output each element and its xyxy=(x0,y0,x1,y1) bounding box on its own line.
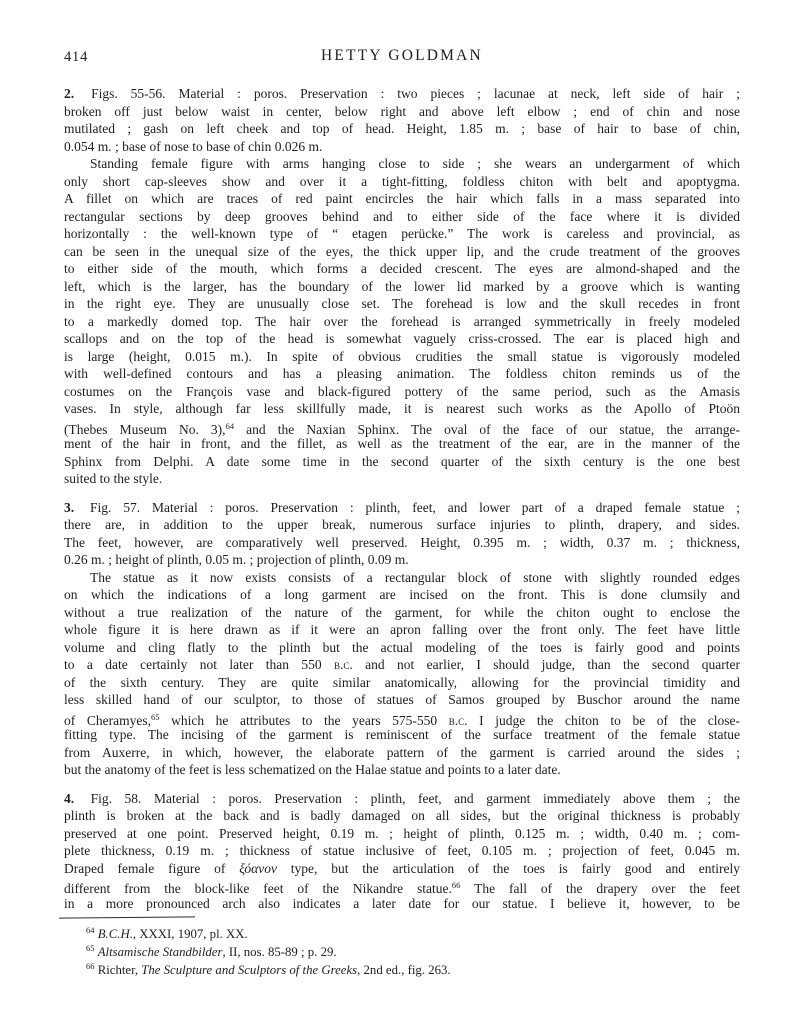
text-segment: whole figure it is here drawn as if it were an apron falling over the front only. The feet have little xyxy=(64,622,740,637)
text-line xyxy=(64,103,740,121)
text-segment: I judge the chiton to be of the close- xyxy=(467,712,740,728)
page-number: 414 xyxy=(64,49,89,65)
text-segment: of the sixth century. They are quite similar anatomically, allowing for the provincial timidity and xyxy=(64,674,740,690)
footnote-ref: 66 xyxy=(86,961,95,971)
text-line xyxy=(64,674,740,692)
text-segment: 3. xyxy=(64,499,75,515)
text-line xyxy=(64,551,740,569)
text-line xyxy=(64,208,740,226)
text-segment: volume and cling flatly to the plinth but the actual modeling of the toes is fairly good and points xyxy=(64,639,740,655)
text-line xyxy=(64,621,740,639)
text-segment: Sphinx from Delphi. A date some time in the second quarter of the sixth century is the one best xyxy=(64,453,740,469)
footnote xyxy=(64,957,740,975)
running-head: HETTY GOLDMAN xyxy=(321,47,483,64)
text-segment: which he attributes to the years 575-550 xyxy=(159,712,449,728)
text-segment: , 2nd ed., fig. 263. xyxy=(357,963,451,977)
text-segment: in the right eye. They are unusually close set. The forehead is low and the skull recedes in front xyxy=(64,296,740,311)
text-segment: fitting type. The incising of the garment is reminiscent of the surface treatment of the female statue xyxy=(64,727,740,742)
text-line xyxy=(64,569,740,587)
text-line xyxy=(64,604,740,622)
text-line xyxy=(64,895,740,913)
text-line xyxy=(64,761,740,779)
text-line xyxy=(64,453,740,471)
text-line xyxy=(64,744,740,762)
text-line xyxy=(64,330,740,348)
text-segment: b.c. xyxy=(334,657,353,672)
text-segment: ξόανον xyxy=(239,860,277,876)
text-segment: Fig. 57. Material : poros. Preservation : plinth, feet, and lower part of a draped female statue ; xyxy=(78,499,740,515)
text-segment: , II, nos. 85-89 ; p. 29. xyxy=(222,945,337,959)
text-line xyxy=(64,85,740,103)
text-line xyxy=(64,313,740,331)
footnote-ref: 64 xyxy=(86,925,95,935)
paragraph xyxy=(64,85,740,155)
text-segment: B.C.H. xyxy=(97,927,133,941)
text-line xyxy=(64,807,740,825)
text-line xyxy=(64,400,740,418)
paragraph xyxy=(64,499,740,569)
text-segment: Draped female figure of xyxy=(64,860,240,876)
text-line xyxy=(64,348,740,366)
text-segment: The feet, however, are comparatively well preserved. Height, 0.395 m. ; width, 0.37 m. ; thickness, xyxy=(64,534,740,550)
footnote-ref: 65 xyxy=(150,711,160,722)
text-line xyxy=(64,435,740,453)
text-segment: from Auxerre, in which, however, the elaborate pattern of the garment is carried around the sides ; xyxy=(64,744,740,760)
text-line xyxy=(64,534,740,552)
text-segment: rectangular sections by deep grooves behind and to either side of the face where it is divided xyxy=(64,208,740,224)
text-line xyxy=(64,877,740,895)
text-line xyxy=(64,586,740,604)
text-line xyxy=(64,243,740,261)
text-line xyxy=(64,790,740,808)
footnotes xyxy=(64,921,740,975)
text-segment: to a date certainly not later than 550 xyxy=(64,657,335,672)
text-line xyxy=(64,278,740,296)
text-segment: Standing female figure with arms hanging close to side ; she wears an undergarment of which xyxy=(90,156,740,171)
text-segment: plinth is broken at the back and is badly damaged on all sides, but the original thickness is probably xyxy=(64,808,740,823)
text-segment: b.c. xyxy=(448,712,468,728)
text-line xyxy=(64,709,740,727)
text-segment: left, which is the larger, has the boundary of the lower lid marked by a groove which is wanting xyxy=(64,278,740,294)
text-segment: plete thickness, 0.19 m. ; thickness of statue inclusive of feet, 0.105 m. ; projection of feet, 0.045 m. xyxy=(64,843,740,858)
text-line xyxy=(64,225,740,243)
text-segment: broken off just below waist in center, below right and above left elbow ; end of chin and nose xyxy=(64,103,740,119)
text-segment: scallops and on the top of the head is somewhat vaguely criss-crossed. The ear is placed high and xyxy=(64,331,740,346)
text-segment: vases. In style, although far less skillfully made, it is nearest such works as the Apollo of Ptoön xyxy=(64,401,740,416)
text-segment: (Thebes Museum No. 3), xyxy=(64,421,226,437)
text-segment: to a markedly domed top. The hair over the forehead is arranged symmetrically in freely modeled xyxy=(64,313,740,329)
text-segment: is large (height, 0.015 m.). In spite of obvious crudities the small statue is vigorously modeled xyxy=(64,348,740,364)
text-segment: Altsamische Standbilder xyxy=(97,945,223,959)
text-segment: A fillet on which are traces of red paint encircles the hair which falls in a mass separated into xyxy=(64,191,740,206)
footnote xyxy=(64,921,740,939)
paragraph xyxy=(64,569,740,779)
text-segment: horizontally : the well-known type of “ etagen perücke.” The work is careless and provincial, as xyxy=(64,226,740,241)
text-line xyxy=(64,295,740,313)
text-segment: Richter, xyxy=(94,963,142,977)
text-body xyxy=(64,85,740,912)
text-segment: in a more pronounced arch also indicates a later date for our statue. I believe it, however, to be xyxy=(64,895,740,911)
text-segment: ment of the hair in front, and the fillet, as well as the treatment of the ear, are in the manner of the xyxy=(64,436,740,451)
text-block xyxy=(64,47,740,975)
text-line xyxy=(64,842,740,860)
text-line xyxy=(64,656,740,674)
text-line xyxy=(64,120,740,138)
text-segment: with well-defined contours and has a pleasing animation. The foldless chiton reminds us of the xyxy=(64,366,740,381)
text-segment: preserved at one point. Preserved height, 0.19 m. ; height of plinth, 0.125 m. ; width, 0.40 m. ; com- xyxy=(64,825,740,841)
paragraph xyxy=(64,790,740,913)
text-segment: 0.26 m. ; height of plinth, 0.05 m. ; projection of plinth, 0.09 m. xyxy=(64,552,409,567)
text-segment: type, but the articulation of the toes is fairly good and entirely xyxy=(276,860,740,876)
text-line xyxy=(64,190,740,208)
text-segment: 4. xyxy=(64,790,75,806)
page-header xyxy=(64,47,740,67)
text-line xyxy=(64,691,740,709)
text-segment: mutilated ; gash on left cheek and top of head. Height, 1.85 m. ; base of hair to base of chin, xyxy=(64,121,740,136)
text-line xyxy=(64,470,740,488)
text-line xyxy=(64,516,740,534)
text-segment: The Sculpture and Sculptors of the Greeks xyxy=(141,963,358,977)
text-line xyxy=(64,639,740,657)
text-line xyxy=(64,138,740,156)
footnote-rule xyxy=(59,916,195,918)
footnote-ref: 64 xyxy=(225,420,235,431)
footnote xyxy=(64,939,740,957)
text-segment: can be seen in the unequal size of the eyes, the thick upper lip, and the crude treatment of the grooves xyxy=(64,243,740,259)
text-segment: but the anatomy of the feet is less schematized on the Halae statue and points to a later date. xyxy=(64,762,561,777)
text-line xyxy=(64,155,740,173)
text-segment: to either side of the mouth, which forms a decided crescent. The eyes are almond-shaped and the xyxy=(64,261,740,276)
footnote-ref: 65 xyxy=(86,943,95,953)
text-line xyxy=(64,825,740,843)
text-segment: there are, in addition to the upper break, numerous surface injuries to plinth, drapery, and sides. xyxy=(64,517,740,532)
text-segment: and not earlier, I should judge, than the second quarter xyxy=(352,657,740,672)
text-segment: without a true realization of the nature of the garment, for while the chiton ought to enclose the xyxy=(64,604,740,620)
text-segment: 2. xyxy=(64,86,75,101)
text-segment: suited to the style. xyxy=(64,471,163,486)
text-line xyxy=(64,499,740,517)
text-segment: The fall of the drapery over the feet xyxy=(460,881,740,896)
text-segment: Fig. 58. Material : poros. Preservation : plinth, feet, and garment immediately above them ; the xyxy=(78,790,740,806)
text-line xyxy=(64,860,740,878)
text-line xyxy=(64,260,740,278)
text-line xyxy=(64,726,740,744)
text-segment: Figs. 55-56. Material : poros. Preservation : two pieces ; lacunae at neck, left side of hair ; xyxy=(78,86,740,101)
text-line xyxy=(64,173,740,191)
text-segment: , XXXI, 1907, pl. XX. xyxy=(132,927,248,941)
text-line xyxy=(64,365,740,383)
text-line xyxy=(64,418,740,436)
text-segment: only short cap-sleeves show and over it a tight-fitting, foldless chiton with belt and apoptygma. xyxy=(64,173,740,189)
text-line xyxy=(64,383,740,401)
text-segment: and the Naxian Sphinx. The oval of the face of our statue, the arrange- xyxy=(234,421,740,437)
paragraph xyxy=(64,155,740,488)
text-segment: costumes on the François vase and black-figured pottery of the same period, such as the Amasis xyxy=(64,383,740,399)
text-segment: different from the block-like feet of the Nikandre statue. xyxy=(64,881,452,896)
footnote-ref: 66 xyxy=(451,880,461,890)
text-segment: less skilled hand of our sculptor, to those of statues of Samos grouped by Buschor around the name xyxy=(64,692,740,707)
text-segment: on which the indications of a long garment are incised on the front. This is done clumsily and xyxy=(64,587,740,602)
text-segment: 0.054 m. ; base of nose to base of chin 0.026 m. xyxy=(64,138,323,154)
text-segment: of Cheramyes, xyxy=(64,712,151,728)
text-segment: The statue as it now exists consists of a rectangular block of stone with slightly rounded edges xyxy=(90,569,740,585)
